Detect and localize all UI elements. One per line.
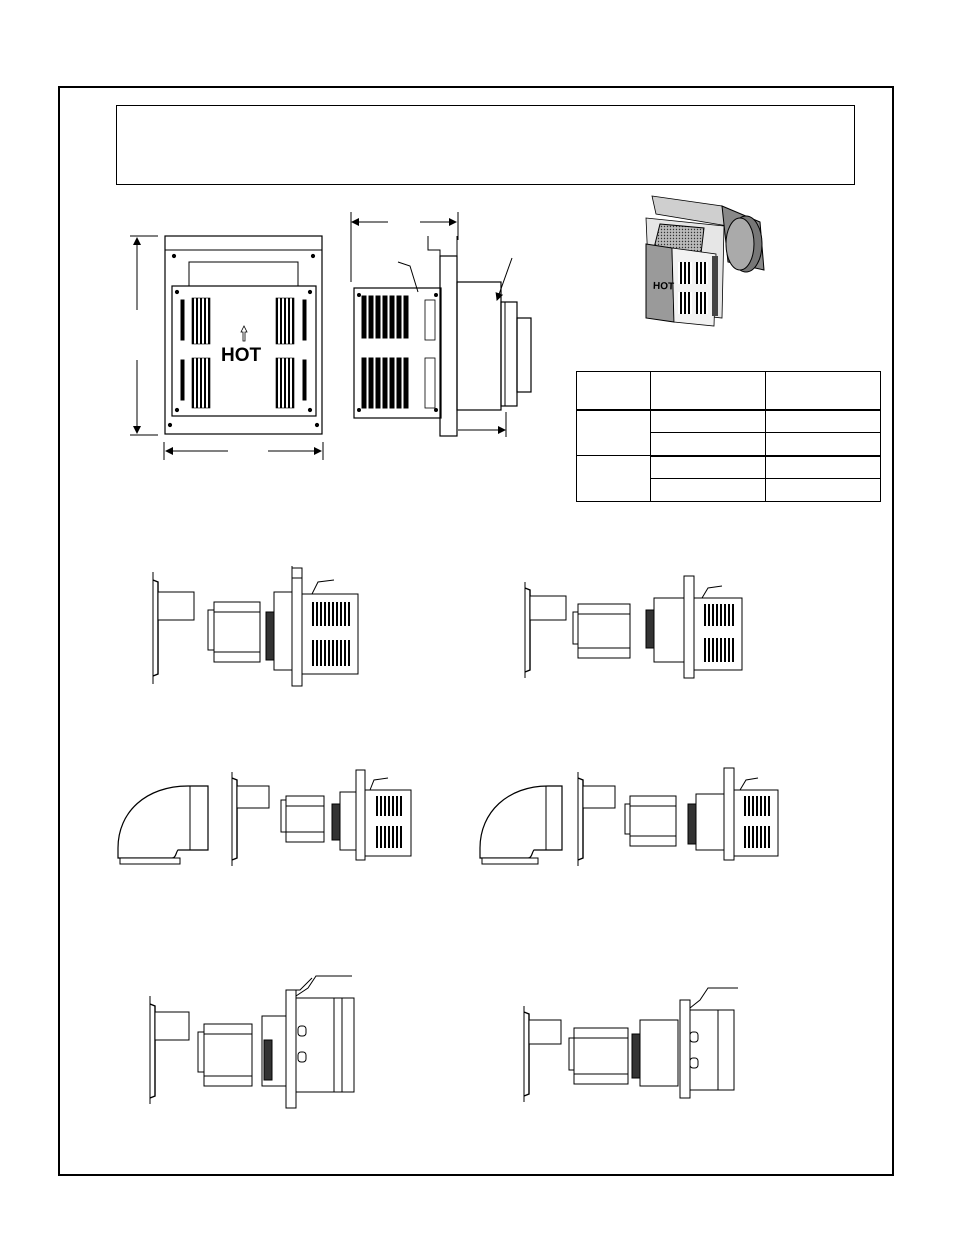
- vent-cap-photo: [646, 196, 764, 326]
- spec-cell: [651, 479, 766, 502]
- spec-cell: [577, 456, 651, 502]
- spec-header-1: [577, 372, 651, 410]
- install-diagram-1: [153, 566, 358, 686]
- spec-cell: [577, 410, 651, 456]
- spec-table: [576, 371, 881, 502]
- install-diagram-2: [525, 576, 742, 678]
- spec-header-2: [651, 372, 766, 410]
- spec-cell: [651, 410, 766, 433]
- hot-label-front: HOT: [221, 345, 262, 366]
- spec-cell: [766, 410, 881, 433]
- spec-header-3: [766, 372, 881, 410]
- install-diagram-3: [118, 770, 411, 866]
- install-diagram-5: [150, 976, 354, 1108]
- spec-cell: [651, 433, 766, 456]
- hot-label-photo: HOT: [652, 280, 675, 293]
- install-diagram-6: [524, 988, 738, 1102]
- spec-cell: [651, 456, 766, 479]
- spec-cell: [766, 456, 881, 479]
- install-diagram-4: [480, 768, 778, 866]
- spec-cell: [766, 433, 881, 456]
- spec-cell: [766, 479, 881, 502]
- side-view-drawing: [351, 212, 531, 437]
